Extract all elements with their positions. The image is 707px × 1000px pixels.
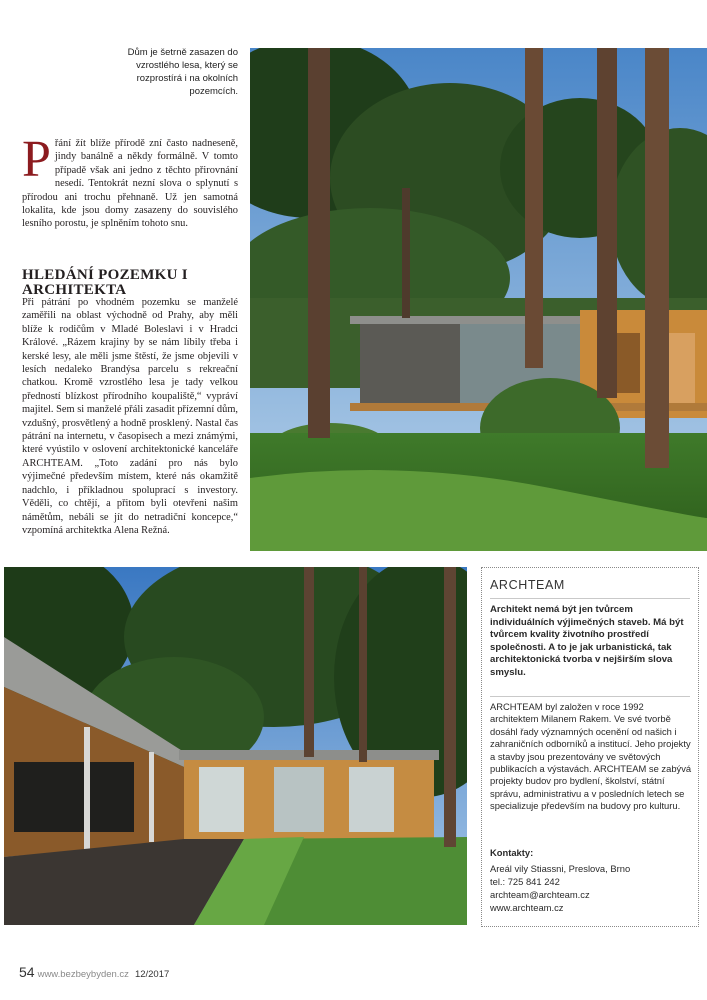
sidebar-contacts bbox=[490, 846, 694, 914]
sidebar-divider bbox=[490, 696, 690, 697]
intro-text: řání žít blíže přírodě zní často nadneseně, jindy banálně a někdy formálně. V tomto případě však ani jedno z těchto přirovnání nesedí. Tentokrát nezní slova o splynutí s přírodou ani trochu přehnaně. Už jen samotná lokalita, kde jsou domy zasazeny do souvislého lesního porostu, je splněním tohoto snu. bbox=[22, 138, 238, 230]
section-heading: HLEDÁNÍ POZEMKU I ARCHITEKTA bbox=[22, 267, 188, 298]
sidebar-body: ARCHTEAM byl založen v roce 1992 architektem Milanem Rakem. Ve své tvorbě dosáhl řady významných ocenění od našich i zahraničních odborníků a institucí. Jeho projekty a stavby jsou prezentovány ve světových publikacích a výstavách. ARCHTEAM se zabývá projekty budov pro bydlení, školství, státní správu, administrativu a v posledních letech se specializuje především na budovy pro kulturu. bbox=[490, 701, 692, 812]
contact-address: Areál vily Stiassni, Preslova, Brno bbox=[490, 863, 631, 874]
contact-phone: tel.: 725 841 242 bbox=[490, 876, 560, 887]
sidebar-divider bbox=[490, 598, 690, 599]
sidebar-lead: Architekt nemá být jen tvůrcem individuálních výjimečných staveb. Má být tvůrcem kvality životního prostředí společnosti. A to je jak urbanistická, tak architektonická tvorba v nejširším slova smyslu. bbox=[490, 604, 684, 678]
page-number: 54 bbox=[19, 964, 35, 980]
contacts-label: Kontakty: bbox=[490, 847, 534, 858]
section-paragraph: Při pátrání po vhodném pozemku se manželé zaměřili na oblast východně od Prahy, aby měli blíže k rodičům v Mladé Boleslavi i v Hradci Králové. „Rázem krajiny by se nám líbily třeba i kerské lesy, ale měli jsme štěstí, že jsme objevili v lesích nedaleko Brandýsa parcelu s rekreační chatkou. Kromě vzrostlého lesa je tady velkou předností blízkost přírodního koupaliště,“ vypráví majitel. Sem si manželé přáli zasadit přízemní dům, vzdušný, prosvětlený a hodně prosklený. Nastal čas pátrání na internetu, v časopisech a mezi známými, které vyústilo v oslovení architektonické kanceláře ARCHTEAM. „Toto zadání pro nás bylo výjimečné především místem, které nás okamžitě nadchlo, i příkladnou spoluprací s investory. Věděli, co chtějí, a přitom byli otevřeni našim námětům, nebáli se jít do netradiční koncepce,“ vzpomíná architektka Alena Režná. bbox=[22, 297, 238, 536]
sidebar-title: ARCHTEAM bbox=[490, 578, 565, 592]
contact-email: archteam@archteam.cz bbox=[490, 889, 590, 900]
photo-caption: Dům je šetrně zasazen do vzrostlého lesa, který se rozprostírá i na okolních pozemcích. bbox=[127, 47, 238, 97]
house-in-forest-photo bbox=[250, 48, 707, 551]
magazine-website: www.bezbeybyden.cz bbox=[37, 969, 129, 980]
issue-date: 12/2017 bbox=[134, 969, 170, 980]
intro-paragraph bbox=[22, 131, 238, 231]
courtyard-photo bbox=[4, 567, 467, 925]
archteam-info-box bbox=[481, 567, 699, 927]
page-footer bbox=[19, 964, 169, 982]
drop-cap: P bbox=[22, 131, 51, 188]
contact-website: www.archteam.cz bbox=[490, 902, 564, 913]
